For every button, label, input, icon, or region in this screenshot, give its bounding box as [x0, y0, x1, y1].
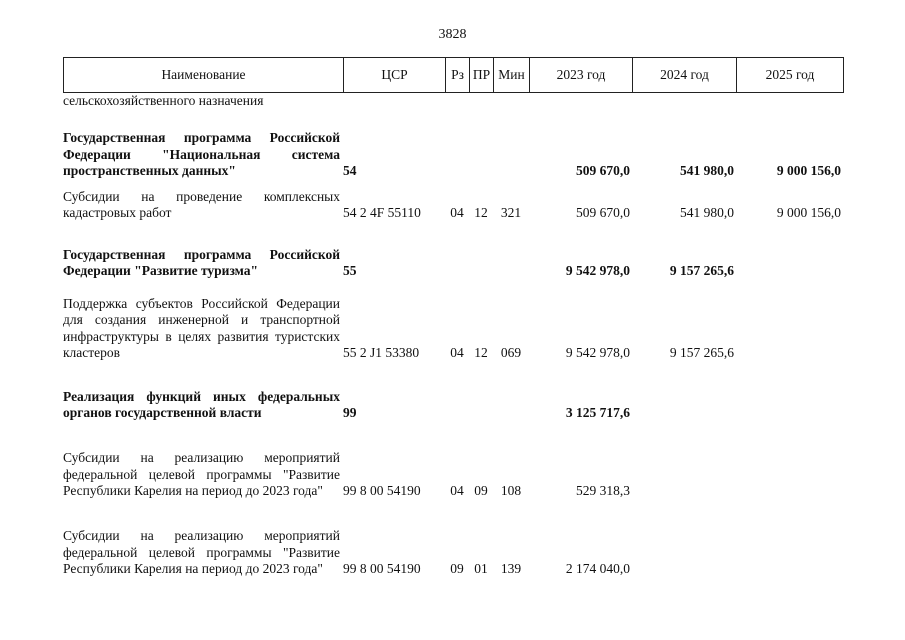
- row-rz: [445, 222, 469, 280]
- table-row: [63, 422, 843, 500]
- table-row: [63, 280, 843, 362]
- row-csr: [343, 93, 445, 110]
- col-header-rz: Рз: [446, 58, 470, 93]
- row-csr: 99: [343, 405, 357, 420]
- row-2023: 3 125 717,6: [565, 405, 630, 420]
- row-2023: 509 670,0: [576, 205, 630, 220]
- budget-table: [63, 93, 843, 578]
- row-csr: 55 2 J1 53380: [343, 345, 420, 360]
- row-rz: [445, 362, 469, 422]
- row-rz: 04: [450, 345, 464, 360]
- row-min: [493, 362, 529, 422]
- table-row: [63, 110, 843, 180]
- row-2023: 529 318,3: [576, 483, 630, 498]
- col-header-pr: ПР: [470, 58, 494, 93]
- row-2024: [632, 422, 736, 500]
- col-header-2025: 2025 год: [737, 58, 844, 93]
- row-min: 069: [500, 345, 522, 360]
- row-pr: 12: [474, 205, 488, 220]
- row-2024: [632, 500, 736, 578]
- row-csr: 55: [343, 263, 357, 278]
- row-name: Субсидии на проведение комплексных кадастровых работ: [63, 188, 340, 220]
- row-2025: [736, 500, 843, 578]
- row-min: 321: [500, 205, 522, 220]
- row-csr: 99 8 00 54190: [343, 483, 421, 498]
- col-header-2023: 2023 год: [530, 58, 633, 93]
- row-2025: [736, 222, 843, 280]
- row-pr: [469, 93, 493, 110]
- row-rz: 09: [450, 561, 464, 576]
- row-rz: [445, 93, 469, 110]
- row-pr: 09: [474, 483, 488, 498]
- row-2025: [736, 280, 843, 362]
- row-2025: 9 000 156,0: [776, 163, 841, 178]
- row-min: [493, 222, 529, 280]
- row-2023: 9 542 978,0: [565, 345, 630, 360]
- row-pr: [469, 110, 493, 180]
- row-pr: 01: [474, 561, 488, 576]
- col-header-name: Наименование: [64, 58, 344, 93]
- row-min: [493, 110, 529, 180]
- table-row: [63, 362, 843, 422]
- row-min: 108: [500, 483, 522, 498]
- row-rz: 04: [450, 483, 464, 498]
- row-name: Субсидии на реализацию мероприятий федеральной целевой программы "Развитие Республики Карелия на период до 2023 года": [63, 528, 340, 576]
- row-csr: 54: [343, 163, 357, 178]
- row-2025: 9 000 156,0: [776, 205, 841, 220]
- row-name: Поддержка субъектов Российской Федерации для создания инженерной и транспортной инфраструктуры в целях развития туристских кластеров: [63, 295, 340, 360]
- row-name: сельскохозяйственного назначения: [63, 93, 264, 108]
- row-2025: [736, 93, 843, 110]
- row-2024: 541 980,0: [680, 163, 734, 178]
- page-number: 3828: [438, 27, 467, 42]
- table-row: [63, 180, 843, 222]
- row-2023: 9 542 978,0: [565, 263, 630, 278]
- row-min: [493, 93, 529, 110]
- row-csr: 99 8 00 54190: [343, 561, 421, 576]
- row-pr: [469, 362, 493, 422]
- row-pr: 12: [474, 345, 488, 360]
- row-name: Реализация функций иных федеральных органов государственной власти: [63, 388, 340, 420]
- row-2025: [736, 362, 843, 422]
- table-header: [63, 57, 844, 93]
- row-rz: [445, 110, 469, 180]
- col-header-min: Мин: [494, 58, 530, 93]
- row-2024: [632, 93, 736, 110]
- row-2023: [529, 93, 632, 110]
- row-rz: 04: [450, 205, 464, 220]
- table-row: [63, 93, 843, 110]
- col-header-csr: ЦСР: [344, 58, 446, 93]
- row-name: Субсидии на реализацию мероприятий федеральной целевой программы "Развитие Республики Карелия на период до 2023 года": [63, 450, 340, 498]
- row-2023: 509 670,0: [576, 163, 630, 178]
- table-row: [63, 500, 843, 578]
- row-2024: 9 157 265,6: [669, 263, 734, 278]
- table-row: [63, 222, 843, 280]
- row-name: Государственная программа Российской Федерации "Развитие туризма": [63, 246, 340, 278]
- row-pr: [469, 222, 493, 280]
- row-csr: 54 2 4F 55110: [343, 205, 421, 220]
- row-2024: [632, 362, 736, 422]
- col-header-2024: 2024 год: [633, 58, 737, 93]
- row-2023: 2 174 040,0: [565, 561, 630, 576]
- row-2024: 541 980,0: [680, 205, 734, 220]
- row-2025: [736, 422, 843, 500]
- row-2024: 9 157 265,6: [669, 345, 734, 360]
- row-min: 139: [500, 561, 522, 576]
- row-name: Государственная программа Российской Федерации "Национальная система пространственных данных": [63, 130, 340, 178]
